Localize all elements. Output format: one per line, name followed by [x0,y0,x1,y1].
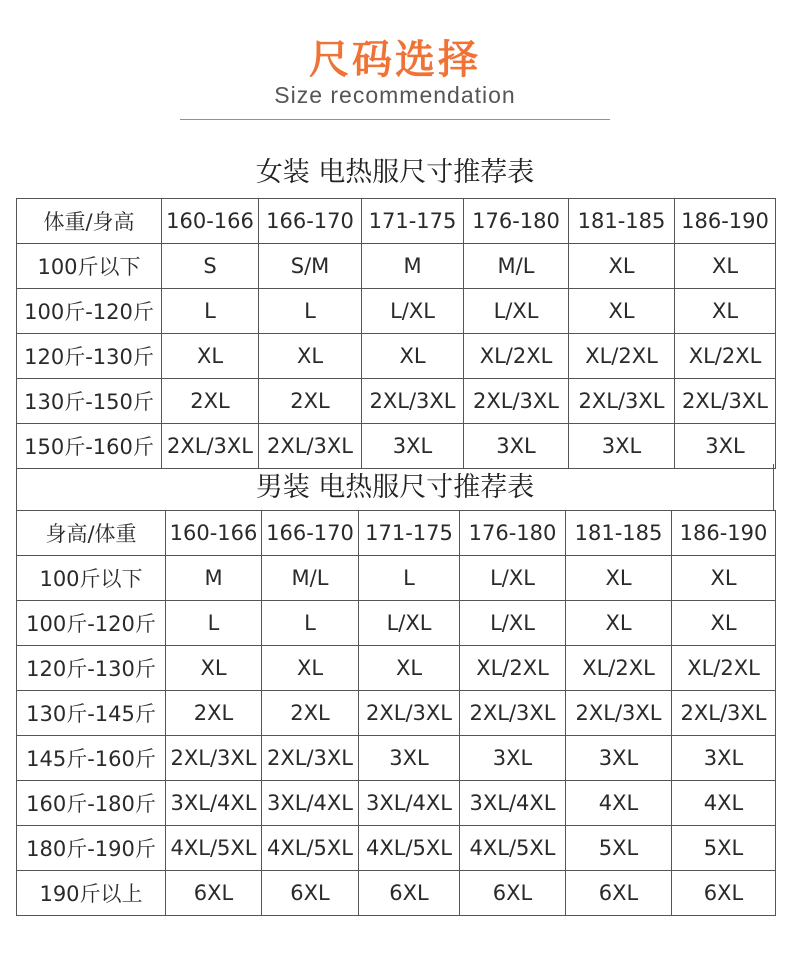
size-cell: M [166,556,262,601]
size-cell: 2XL/3XL [166,736,262,781]
height-header-cell: 186-190 [672,511,776,556]
women-header-row [17,199,776,244]
size-cell: L/XL [464,289,569,334]
size-cell: M/L [262,556,359,601]
size-cell: 6XL [262,871,359,916]
height-header-cell: 171-175 [362,199,464,244]
table-row [17,691,776,736]
height-header-cell: 166-170 [262,511,359,556]
size-cell: 3XL [464,424,569,469]
size-cell: XL/2XL [569,334,675,379]
size-cell: 3XL/4XL [166,781,262,826]
size-cell: M/L [464,244,569,289]
table-row [17,736,776,781]
size-cell: 3XL [359,736,460,781]
title-divider [180,119,610,120]
women-size-table [16,198,776,469]
weight-label-cell: 130斤-150斤 [17,379,162,424]
size-cell: 3XL [566,736,672,781]
size-cell: 2XL/3XL [569,379,675,424]
height-header-cell: 181-185 [566,511,672,556]
weight-label-cell: 130斤-145斤 [17,691,166,736]
size-cell: XL [569,289,675,334]
size-cell: XL [569,244,675,289]
size-cell: XL/2XL [566,646,672,691]
size-cell: 2XL [259,379,362,424]
weight-label-cell: 120斤-130斤 [17,646,166,691]
height-header-cell: 186-190 [675,199,776,244]
table-row [17,871,776,916]
size-cell: L [359,556,460,601]
size-cell: XL/2XL [675,334,776,379]
size-cell: 2XL/3XL [464,379,569,424]
size-cell: 2XL/3XL [362,379,464,424]
size-cell: XL [675,244,776,289]
weight-label-cell: 100斤-120斤 [17,601,166,646]
size-cell: 3XL [672,736,776,781]
size-cell: 3XL [569,424,675,469]
size-cell: 6XL [359,871,460,916]
table-row [17,556,776,601]
size-cell: 2XL/3XL [675,379,776,424]
size-cell: 2XL/3XL [262,736,359,781]
size-cell: M [362,244,464,289]
page-subtitle: Size recommendation [274,82,516,108]
size-cell: 2XL [262,691,359,736]
weight-label-cell: 190斤以上 [17,871,166,916]
size-cell: 2XL/3XL [162,424,259,469]
size-cell: 2XL [166,691,262,736]
weight-label-cell: 120斤-130斤 [17,334,162,379]
table-row [17,334,776,379]
size-cell: 2XL [162,379,259,424]
size-cell: 4XL/5XL [166,826,262,871]
size-cell: L/XL [460,601,566,646]
size-cell: 6XL [460,871,566,916]
height-header-cell: 160-166 [166,511,262,556]
size-cell: XL/2XL [460,646,566,691]
size-cell: 2XL/3XL [259,424,362,469]
size-cell: 5XL [566,826,672,871]
size-cell: 2XL/3XL [460,691,566,736]
corner-header-cell: 身高/体重 [17,511,166,556]
size-cell: L [262,601,359,646]
size-cell: XL [166,646,262,691]
size-cell: XL [262,646,359,691]
size-cell: XL [162,334,259,379]
table-row [17,826,776,871]
size-cell: L [162,289,259,334]
size-cell: XL/2XL [464,334,569,379]
size-cell: 5XL [672,826,776,871]
size-cell: 6XL [166,871,262,916]
height-header-cell: 176-180 [464,199,569,244]
size-cell: L/XL [460,556,566,601]
size-cell: XL [259,334,362,379]
size-cell: XL [566,601,672,646]
size-cell: 3XL [362,424,464,469]
size-cell: 3XL [675,424,776,469]
page-title: 尺码选择 [309,37,481,83]
men-size-table [16,510,776,916]
size-cell: XL/2XL [672,646,776,691]
size-cell: 4XL/5XL [460,826,566,871]
size-cell: 6XL [672,871,776,916]
size-cell: 6XL [566,871,672,916]
size-cell: 3XL [460,736,566,781]
size-cell: L [166,601,262,646]
size-cell: XL [359,646,460,691]
size-cell: 2XL/3XL [359,691,460,736]
size-cell: S/M [259,244,362,289]
weight-label-cell: 145斤-160斤 [17,736,166,781]
weight-label-cell: 100斤以下 [17,244,162,289]
height-header-cell: 166-170 [259,199,362,244]
height-header-cell: 181-185 [569,199,675,244]
table-row [17,646,776,691]
size-cell: 4XL [566,781,672,826]
height-header-cell: 176-180 [460,511,566,556]
size-cell: 4XL/5XL [359,826,460,871]
corner-header-cell: 体重/身高 [17,199,162,244]
weight-label-cell: 100斤以下 [17,556,166,601]
size-cell: L/XL [362,289,464,334]
size-cell: 2XL/3XL [566,691,672,736]
size-cell: 4XL [672,781,776,826]
men-table-heading: 男装 电热服尺寸推荐表 [16,464,774,510]
size-cell: XL [566,556,672,601]
size-cell: XL [672,556,776,601]
size-cell: 3XL/4XL [359,781,460,826]
size-cell: S [162,244,259,289]
table-row [17,379,776,424]
women-table-heading: 女装 电热服尺寸推荐表 [255,157,535,188]
weight-label-cell: 150斤-160斤 [17,424,162,469]
size-cell: L/XL [359,601,460,646]
size-cell: 2XL/3XL [672,691,776,736]
height-header-cell: 160-166 [162,199,259,244]
table-row [17,601,776,646]
size-cell: 3XL/4XL [262,781,359,826]
size-cell: 4XL/5XL [262,826,359,871]
height-header-cell: 171-175 [359,511,460,556]
table-row [17,781,776,826]
table-row [17,424,776,469]
men-header-row [17,511,776,556]
size-cell: XL [675,289,776,334]
size-cell: L [259,289,362,334]
table-row [17,244,776,289]
size-cell: XL [362,334,464,379]
weight-label-cell: 180斤-190斤 [17,826,166,871]
size-cell: XL [672,601,776,646]
table-row [17,289,776,334]
weight-label-cell: 160斤-180斤 [17,781,166,826]
size-cell: 3XL/4XL [460,781,566,826]
weight-label-cell: 100斤-120斤 [17,289,162,334]
